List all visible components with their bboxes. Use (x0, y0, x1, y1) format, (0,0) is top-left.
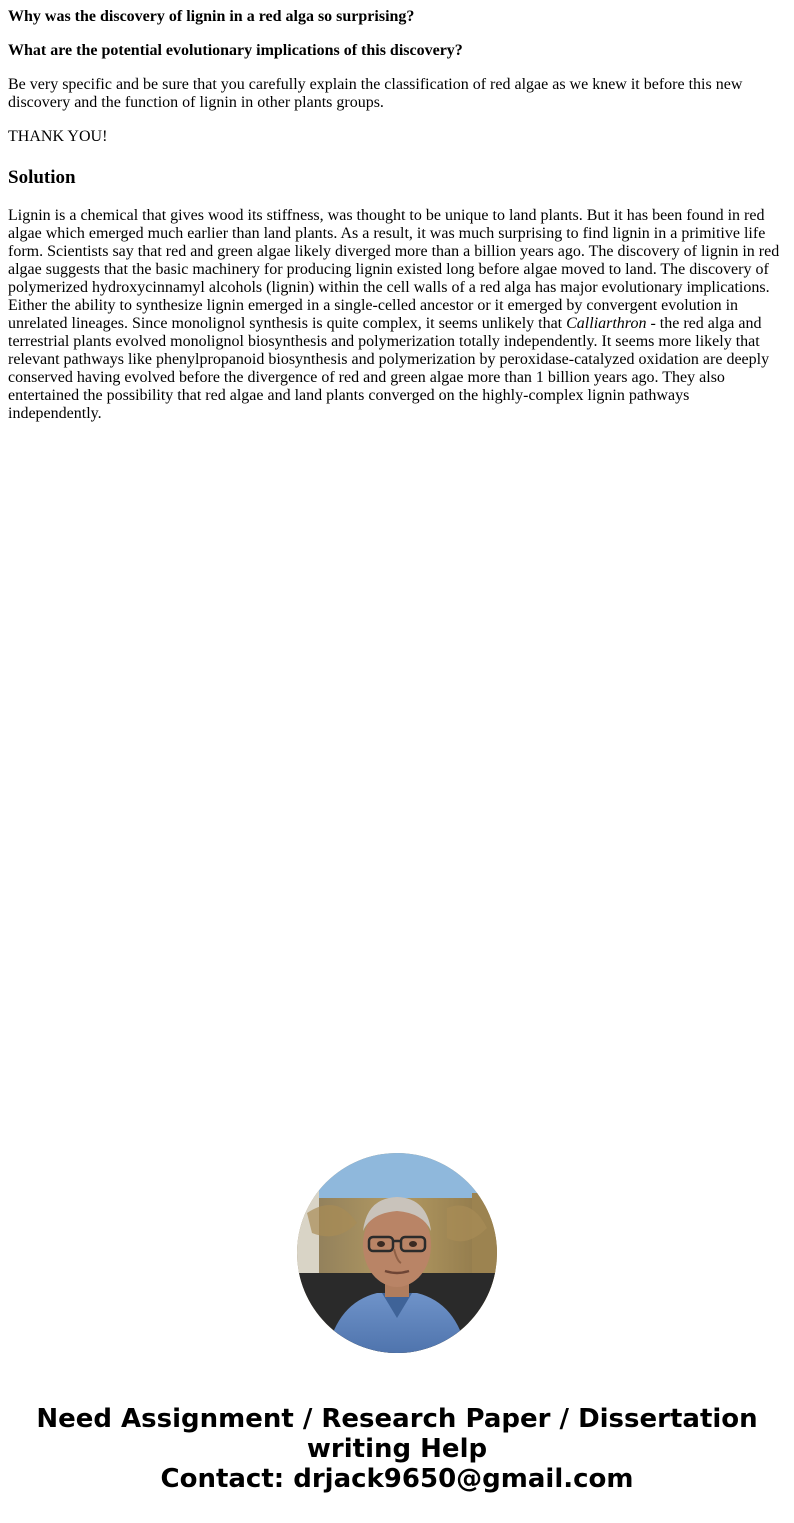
question-title-2: What are the potential evolutionary implications of this discovery? (8, 42, 463, 59)
promo-line-2: writing Help (306, 1434, 488, 1464)
author-photo (297, 1153, 497, 1353)
species-name: Calliarthron (566, 315, 647, 332)
solution-text (8, 207, 786, 423)
thanks-text: THANK YOU! (8, 128, 108, 145)
solution-text-part-1: Lignin is a chemical that gives wood its stiffness, was thought to be unique to land plants. But it has been found in red algae which emerged much earlier than land plants. As a result, it was much surprising to find lignin in a primitive life form. Scientists say that red and green algae likely diverged more than a billion years ago. The discovery of lignin in red algae suggests that the basic machinery for producing lignin existed long before algae moved to land. The discovery of polymerized hydroxycinnamyl alcohols (lignin) within the cell walls of a red alga has major evolutionary implications. Either the ability to synthesize lignin emerged in a single-celled ancestor or it emerged by convergent evolution in unrelated lineages. Since monolignol synthesis is quite complex, it seems unlikely that (8, 207, 780, 332)
document-content (8, 8, 786, 439)
author-avatar (297, 1153, 497, 1353)
promo-line-1: Need Assignment / Research Paper / Dissertation (36, 1404, 758, 1434)
promo-contact: Contact: drjack9650@gmail.com (160, 1464, 634, 1494)
question-instructions: Be very specific and be sure that you carefully explain the classification of red algae as we knew it before this new discovery and the function of lignin in other plants groups. (8, 76, 743, 111)
solution-text-part-2: - the red alga and terrestrial plants evolved monolignol biosynthesis and polymerization totally independently. It seems more likely that relevant pathways like phenylpropanoid biosynthesis and polymerization by peroxidase-catalyzed oxidation are deeply conserved having evolved before the divergence of red and green algae more than 1 billion years ago. They also entertained the possibility that red algae and land plants converged on the highly-complex lignin pathways independently. (8, 315, 770, 422)
solution-heading: Solution (8, 167, 76, 188)
promo-banner (0, 1404, 794, 1494)
question-title-1: Why was the discovery of lignin in a red alga so surprising? (8, 8, 415, 25)
